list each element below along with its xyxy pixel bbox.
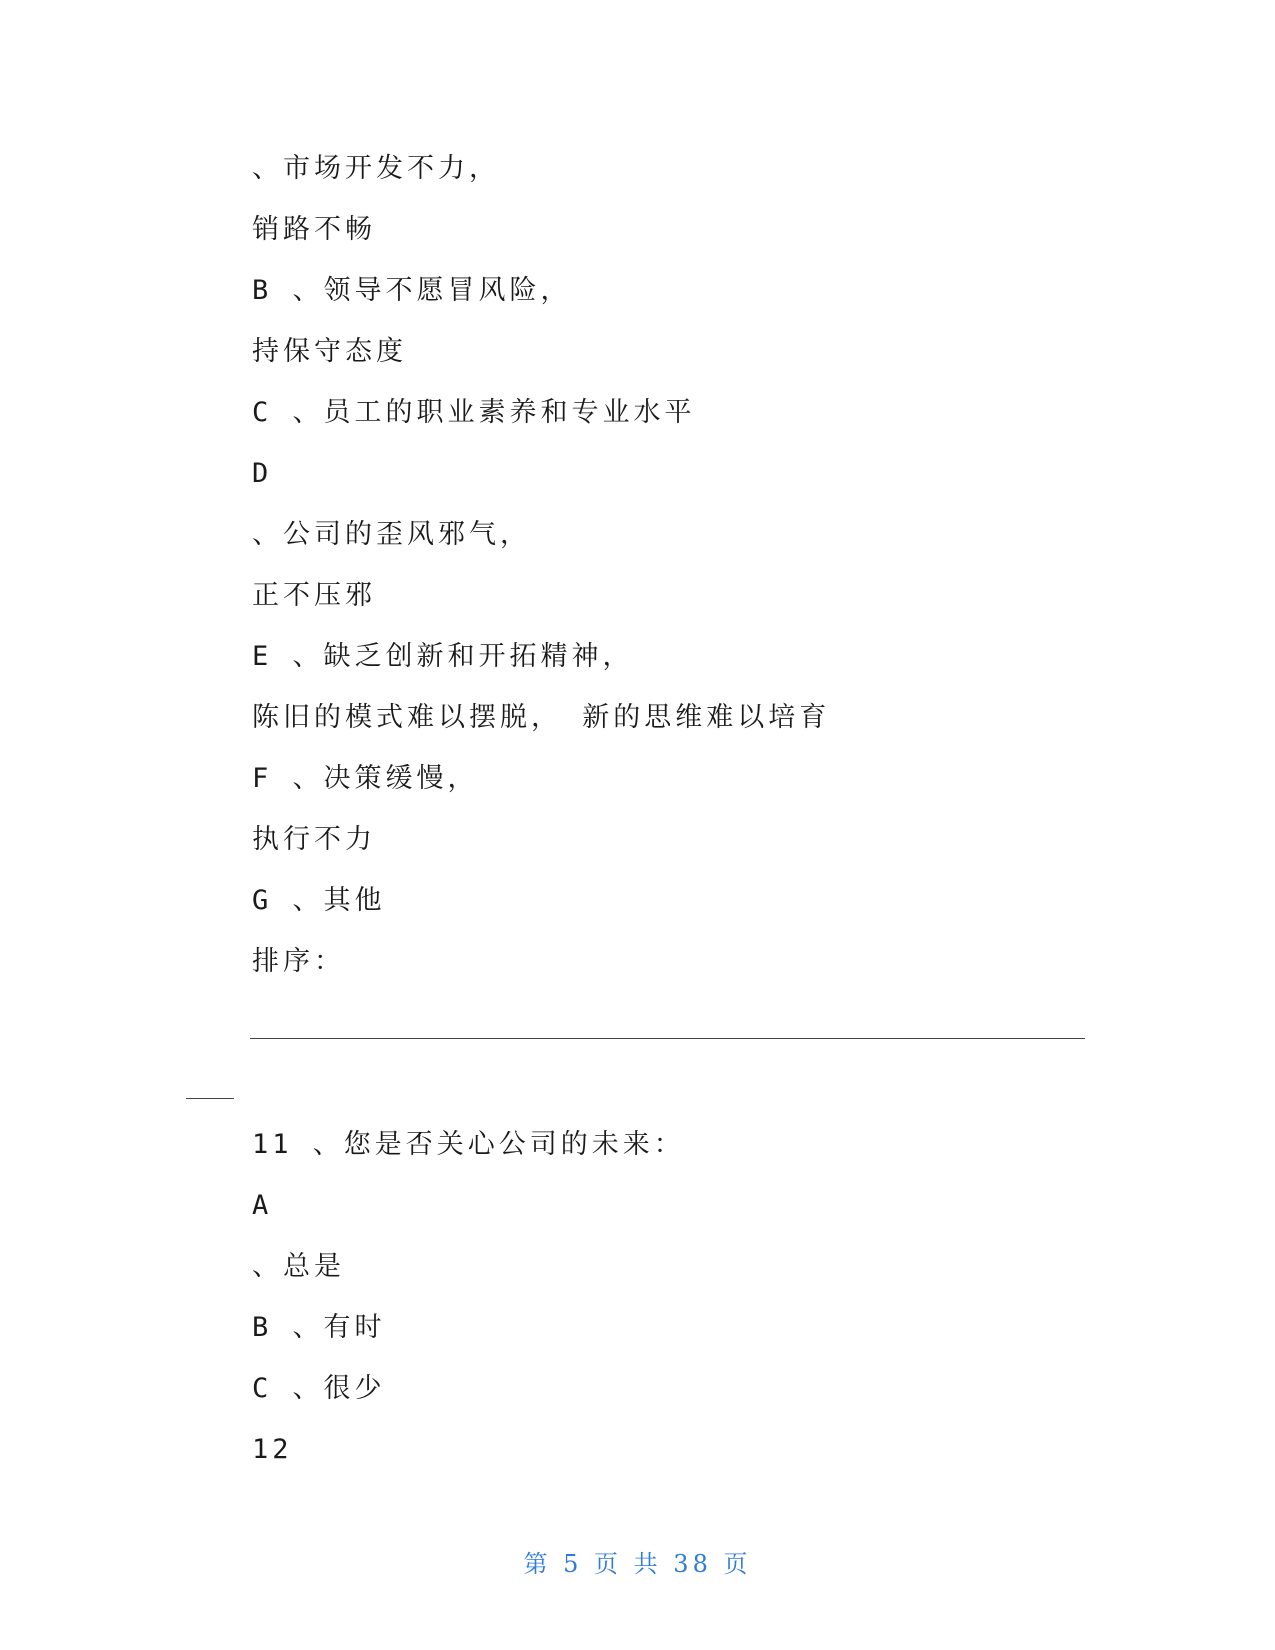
ranking-label: 排序： [252, 946, 345, 977]
option-line: 销路不畅 [252, 214, 376, 245]
option-c-line: C 、很少 [252, 1373, 386, 1404]
page-footer: 第 5 页 共 38 页 [523, 1550, 752, 1578]
answer-blank-line-continued [186, 1098, 234, 1099]
option-d-letter: D [252, 458, 273, 489]
option-b-line: B 、有时 [252, 1312, 386, 1343]
option-f-line: F 、决策缓慢， [252, 763, 479, 794]
option-line: 正不压邪 [252, 580, 376, 611]
option-c-line: C 、员工的职业素养和专业水平 [252, 397, 696, 428]
option-g-line: G 、其他 [252, 885, 386, 916]
option-line: 持保守态度 [252, 336, 407, 367]
option-line: 陈旧的模式难以摆脱， 新的思维难以培育 [252, 702, 831, 733]
option-b-line: B 、领导不愿冒风险， [252, 275, 572, 306]
answer-blank-line [250, 1038, 1085, 1039]
option-a-letter: A [252, 1190, 273, 1221]
option-line: 、公司的歪风邪气， [252, 519, 531, 550]
option-line: 、市场开发不力， [252, 153, 500, 184]
question-11: 11 、您是否关心公司的未来： [252, 1129, 685, 1160]
option-e-line: E 、缺乏创新和开拓精神， [252, 641, 634, 672]
option-line: 、总是 [252, 1251, 345, 1282]
option-line: 执行不力 [252, 824, 376, 855]
question-12-number: 12 [252, 1434, 293, 1465]
